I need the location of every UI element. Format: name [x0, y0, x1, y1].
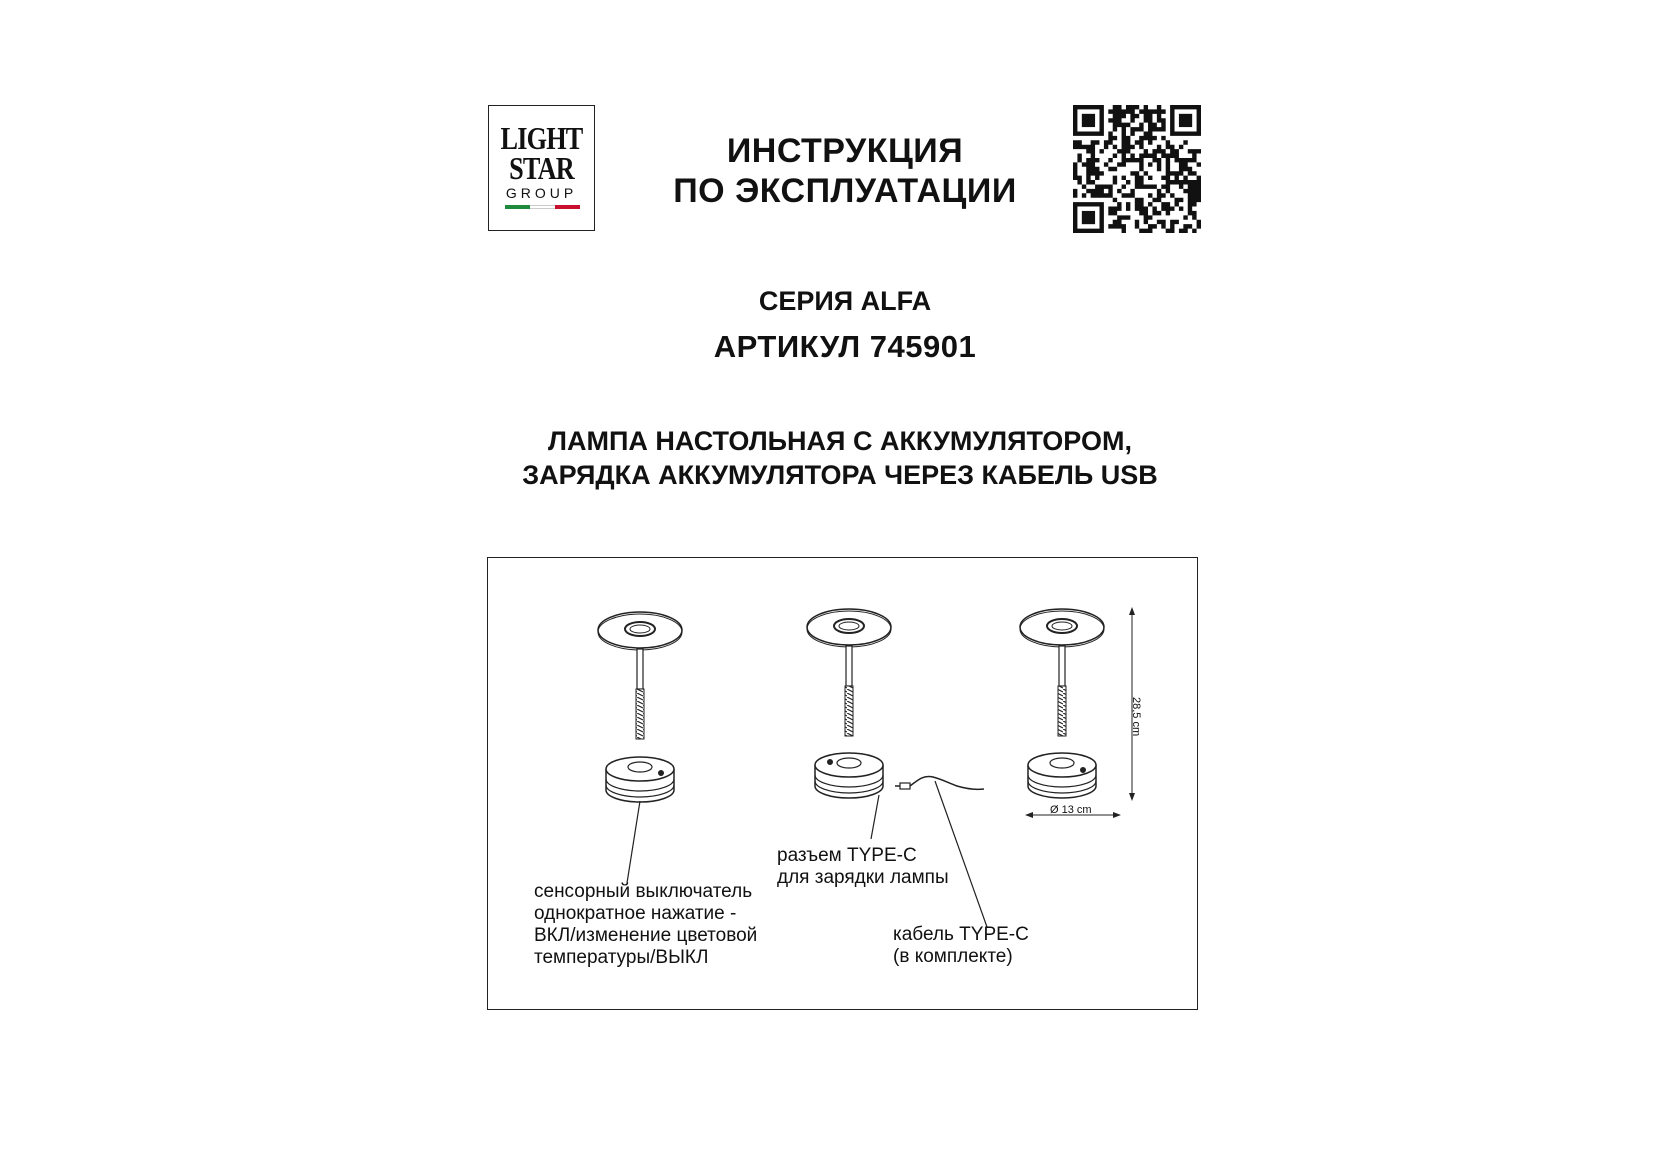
port-leader-line: [871, 795, 879, 839]
type-c-cable: [895, 776, 984, 789]
diameter-dimension-label: Ø 13 cm: [1050, 804, 1092, 816]
brand-logo: [488, 105, 595, 231]
port-note-line: для зарядки лампы: [777, 867, 949, 888]
italian-flag-stripe: [505, 205, 580, 209]
touch-note-line: ВКЛ/изменение цветовой: [534, 925, 758, 946]
charging-port-note: [777, 845, 997, 889]
cable-note: [893, 924, 1093, 968]
port-note-line: разъем TYPE-C: [777, 845, 917, 866]
product-description-line2: ЗАРЯДКА АККУМУЛЯТОРА ЧЕРЕЗ КАБЕЛЬ USB: [522, 460, 1158, 490]
touch-note-line: сенсорный выключатель: [534, 881, 753, 902]
touch-note-line: однократное нажатие -: [534, 903, 737, 924]
logo-word-star: STAR: [509, 150, 574, 186]
product-description-line1: ЛАМПА НАСТОЛЬНАЯ С АККУМУЛЯТОРОМ,: [548, 426, 1132, 456]
lamp-dimension-view: [1020, 609, 1104, 798]
series-label: СЕРИЯ ALFA: [758, 286, 932, 316]
touch-leader-line: [627, 801, 640, 883]
qr-code-icon: [1073, 105, 1201, 233]
height-dimension-label: 28,5 cm: [1130, 697, 1142, 737]
touch-note-line: температуры/ВЫКЛ: [534, 947, 709, 968]
logo-word-light: LIGHT: [500, 120, 583, 156]
article-number: АРТИКУЛ 745901: [713, 329, 977, 364]
logo-word-group: GROUP: [505, 185, 578, 201]
cable-note-line: (в комплекте): [893, 946, 1013, 967]
lamp-front-view: [598, 612, 682, 802]
lamp-rear-view: [807, 609, 891, 798]
document-title-line1: ИНСТРУКЦИЯ: [726, 132, 964, 170]
document-title-line2: ПО ЭКСПЛУАТАЦИИ: [673, 172, 1017, 210]
cable-note-line: кабель TYPE-C: [893, 924, 1029, 945]
touch-switch-note: [534, 881, 794, 969]
